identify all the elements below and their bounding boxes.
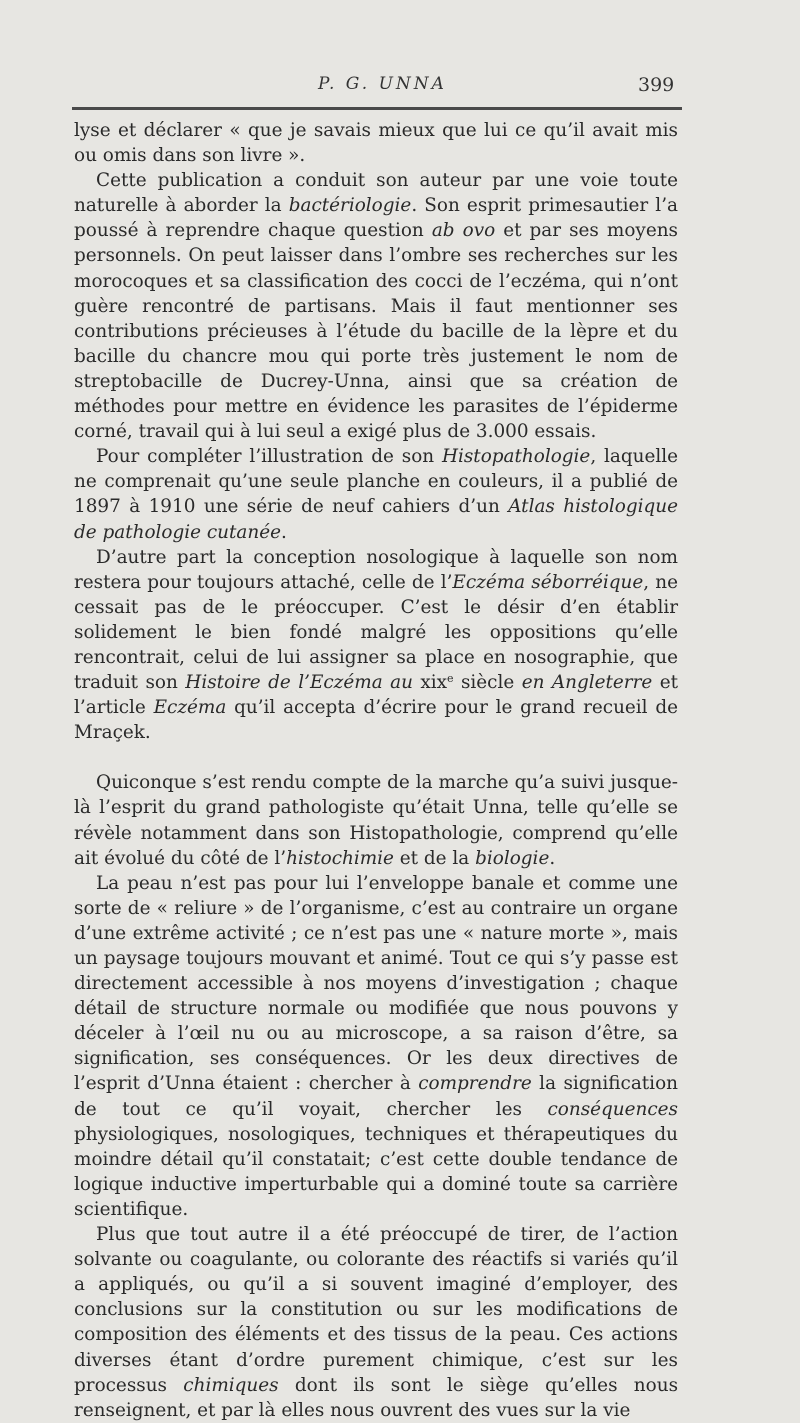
running-title: P. G. UNNA bbox=[318, 74, 447, 94]
paragraph: lyse et déclarer « que je savais mieux que lui ce qu’il avait mis ou omis dans son livre ». bbox=[74, 120, 678, 167]
page-number: 399 bbox=[638, 74, 675, 96]
body-text bbox=[74, 118, 678, 1423]
paragraph: Plus que tout autre il a été préoccupé de tirer, de l’action solvante ou coagulante, ou colorante des réactifs si variés qu’il a appliqués, ou qu’il a si souvent imaginé d’employer, des conclusions sur la constitution ou sur les modifications de composition des éléments et des tissus de la peau. Ces actions diverses étant d’ordre purement chimique, c’est sur les processus chimiques dont ils sont le siège qu’elles nous renseignent, et par là elles nous ouvrent des vues sur la vie bbox=[74, 1224, 679, 1421]
paragraph: Pour compléter l’illustration de son Histopathologie, laquelle ne comprenait qu’une seule planche en couleurs, il a publié de 1897 à 1910 une série de neuf cahiers d’un Atlas histologique de pathologie cutanée. bbox=[74, 446, 679, 543]
header-rule bbox=[72, 107, 682, 110]
paragraph: Cette publication a conduit son auteur par une voie toute naturelle à aborder la bactériologie. Son esprit primesautier l’a poussé à reprendre chaque question ab ovo et par ses moyens personnels. On peut laisser dans l’ombre ses recherches sur les morocoques et sa classification des cocci de l’eczéma, qui n’ont guère rencontré de partisans. Mais il faut mentionner ses contributions précieuses à l’étude du bacille de la lèpre et du bacille du chancre mou qui porte très justement le nom de streptobacille de Ducrey-Unna, ainsi que sa création de méthodes pour mettre en évidence les parasites de l’épiderme corné, travail qui à lui seul a exigé plus de 3.000 essais. bbox=[74, 170, 679, 443]
page-header bbox=[0, 74, 800, 104]
paragraph: D’autre part la conception nosologique à laquelle son nom restera pour toujours attaché, celle de l’Eczéma séborréique, ne cessait pas de le préoccuper. C’est le désir d’en établir solidement le bien fondé malgré les oppositions qu’elle rencontrait, celui de lui assigner sa place en nosographie, que traduit son Histoire de l’Eczéma au xix$^e$ siècle en Angleterre et l’article Eczéma qu’il accepta d’écrire pour le grand recueil de Mraçek. bbox=[74, 546, 679, 744]
paragraph: Quiconque s’est rendu compte de la marche qu’a suivi jusque-là l’esprit du grand pathologiste qu’était Unna, telle qu’elle se révèle notamment dans son Histopathologie, comprend qu’elle ait évolué du côté de l’histochimie et de la biologie. bbox=[74, 772, 678, 869]
paragraph: La peau n’est pas pour lui l’enveloppe banale et comme une sorte de « reliure » de l’organisme, c’est au contraire un organe d’une extrême activité ; ce n’est pas une « nature morte », mais un paysage toujours mouvant et animé. Tout ce qui s’y passe est directement accessible à nos moyens d’investigation ; chaque détail de structure normale ou modifiée que nous pouvons y déceler à l’œil nu ou au microscope, a sa raison d’être, sa signification, ses conséquences. Or les deux directives de l’esprit d’Unna étaient : chercher à comprendre la signification de tout ce qu’il voyait, chercher les conséquences physiologiques, nosologiques, techniques et thérapeutiques du moindre détail qu’il constatait; c’est cette double tendance de logique inductive imperturbable qui a dominé toute sa carrière scientifique. bbox=[74, 872, 678, 1220]
